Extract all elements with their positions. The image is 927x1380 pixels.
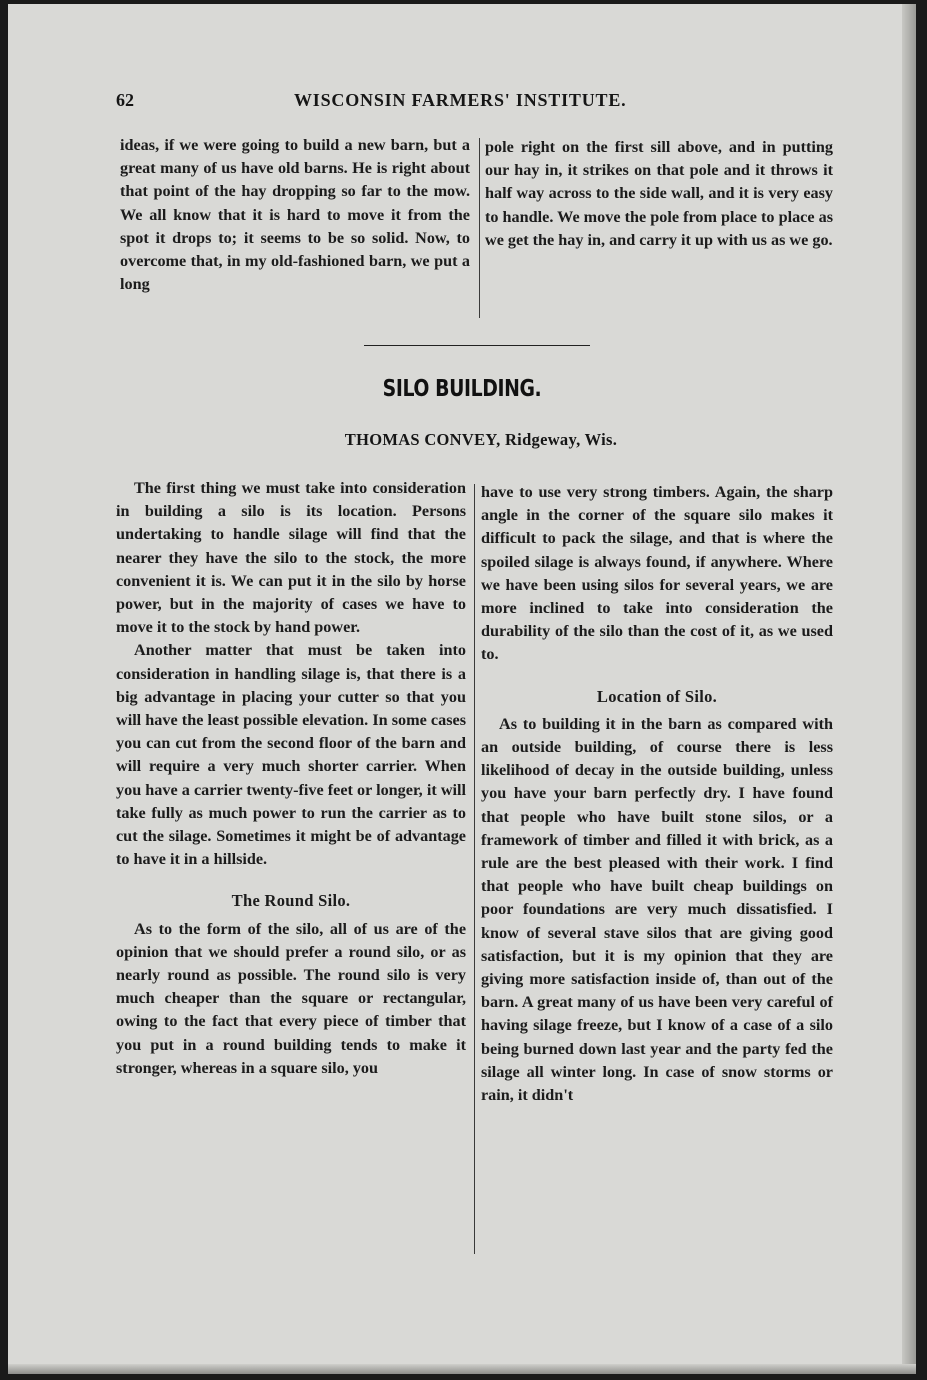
article-byline: THOMAS CONVEY, Ridgeway, Wis.	[344, 430, 618, 449]
paragraph: The first thing we must take into consideration in building a silo is its location. Persons undertaking to handle silage will find that the nearer they have the silo to the stock, the more convenient it is. We can put it in the silo by horse power, but in the majority of cases we have to move it to the stock by hand power.	[116, 479, 466, 637]
column-divider-main	[474, 484, 475, 1254]
paragraph: As to building it in the barn as compared with an outside building, of course there is less likelihood of decay in the outside building, unless you have your barn perfectly dry. I have found that people who have built stone silos, or a framework of timber and filled it with brick, as a rule are the best pleased with their work. I find that people who have built cheap buildings on poor foundations are very much dissatisfied. I know of several stave silos that are giving good satisfaction, but it is my opinion that they are giving more satisfaction inside of, than out of the barn. A great many of us have been very careful of having silage freeze, but I know of a case of a silo being burned down last year and the party fed the silage all winter long. In case of snow storms or rain, it didn't	[481, 714, 833, 1105]
page-bottom-edge	[8, 1364, 916, 1374]
paragraph: Another matter that must be taken into consideration in handling silage is, that there is a big advantage in placing your cutter so that you will have the least possible elevation. In some cases you can cut from the second floor of the barn and will require a very much shorter carrier. When you have a carrier twenty-five feet or longer, it will take fully as much power to run the carrier as to cut the silage. Sometimes it might be of advantage to have it in a hillside.	[116, 641, 466, 869]
column-divider-top	[479, 138, 480, 318]
continued-text-right	[485, 136, 833, 252]
page-number: 62	[116, 90, 134, 110]
page-edge-shadow	[902, 4, 916, 1374]
continued-paragraph-left: ideas, if we were going to build a new barn, but a great many of us have old barns. He is right about that point of the hay dropping so far to the mow. We all know that it is hard to move it from the spot it drops to; it seems to be so solid. Now, to overcome that, in my old-fashioned barn, we put a long	[120, 136, 470, 294]
continued-text-left	[120, 134, 470, 296]
section-separator-rule	[364, 345, 590, 346]
subheading-location-of-silo: Location of Silo.	[596, 686, 718, 706]
article-right-column	[481, 481, 833, 1107]
subheading-round-silo: The Round Silo.	[231, 891, 351, 911]
article-left-column	[116, 477, 466, 1080]
paragraph: As to the form of the silo, all of us are of the opinion that we should prefer a round silo, or as nearly round as possible. The round silo is very much cheaper than the square or rectangular, owing to the fact that every piece of timber that you put in a round building tends to make it stronger, whereas in a square silo, you	[116, 919, 466, 1077]
paragraph: have to use very strong timbers. Again, the sharp angle in the corner of the square silo makes it difficult to pack the silage, and that is where the spoiled silage is always found, if anywhere. Where we have been using silos for several years, we are more inclined to take into consideration the durability of the silo than the cost of it, as we used to.	[481, 483, 833, 664]
running-title: WISCONSIN FARMERS' INSTITUTE.	[294, 90, 627, 110]
continued-paragraph-right: pole right on the first sill above, and in putting our hay in, it strikes on that pole and it throws it half way across to the side wall, and it is very easy to handle. We move the pole from place to place as we get the hay in, and carry it up with us as we go.	[485, 138, 833, 249]
article-title: SILO BUILDING.	[382, 376, 542, 402]
book-page	[8, 4, 916, 1374]
